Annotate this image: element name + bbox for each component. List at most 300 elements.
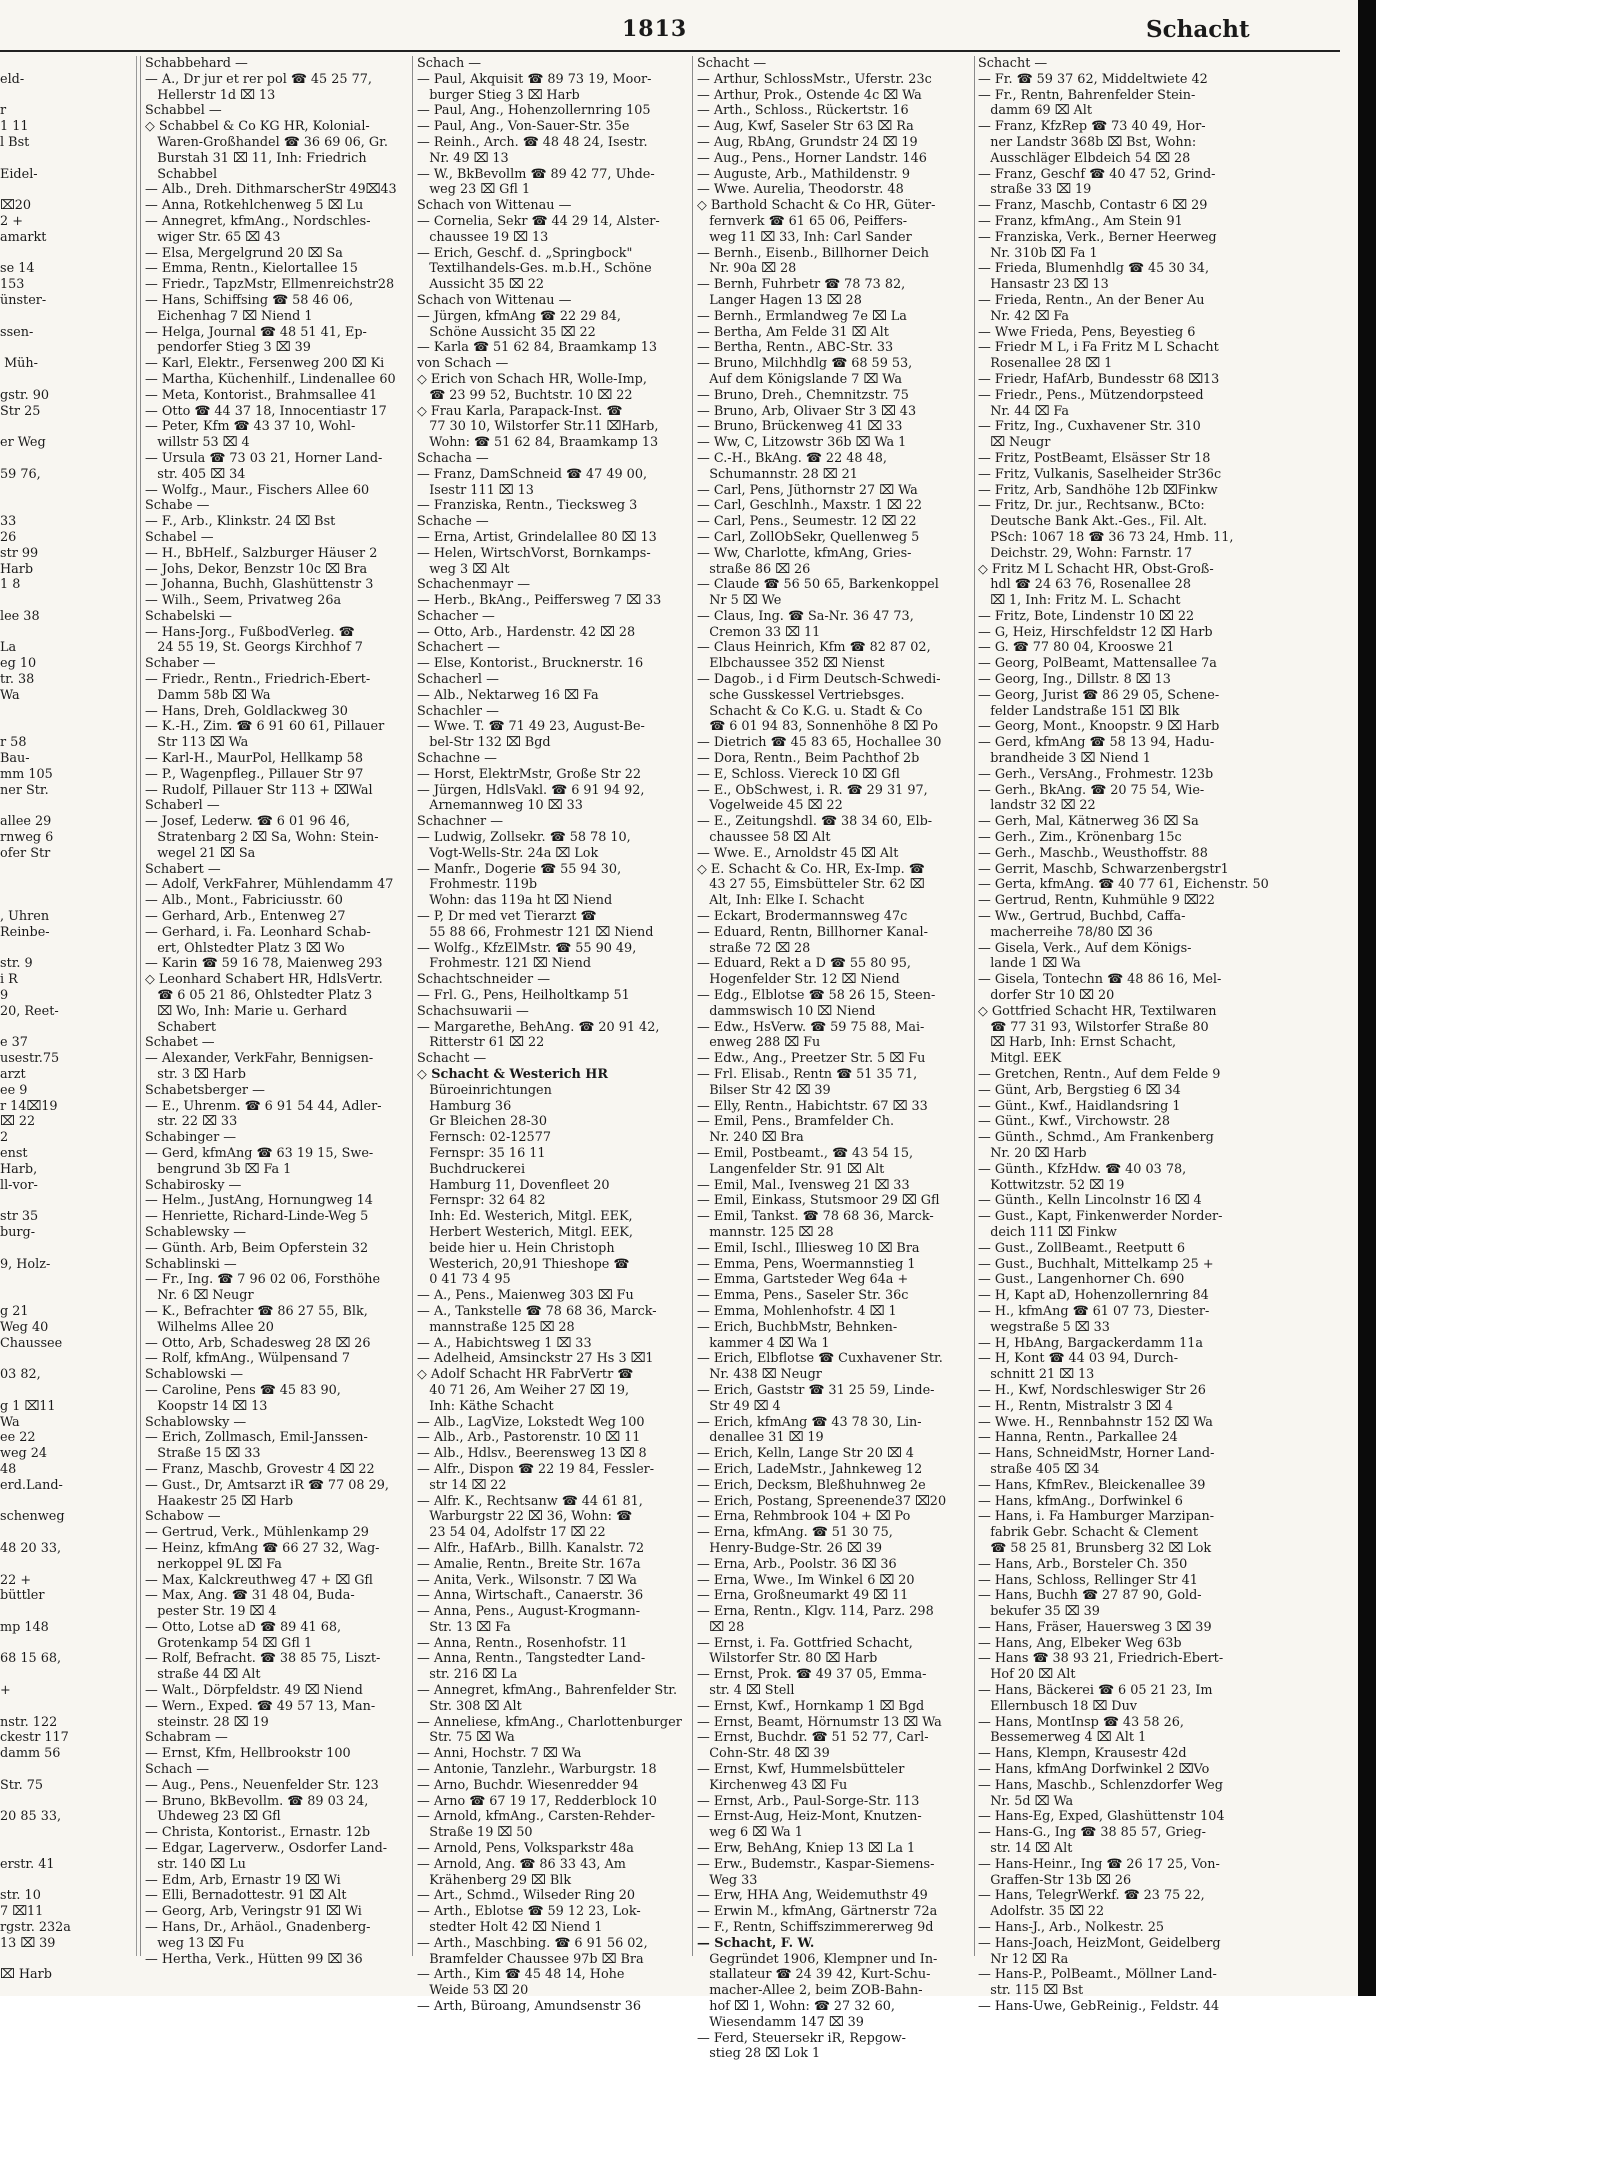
directory-line: — Erwin M., kfmAng, Gärtnerstr 72a [697,1904,938,1920]
directory-line: — Günt., Kwf., Haidlandsring 1 [978,1098,1181,1114]
directory-line: — Bruno, Milchhdlg ☎ 68 59 53, [697,356,913,372]
directory-line: l Bst [0,134,30,150]
directory-line: — Hans-Joach, HeizMont, Geidelberg [978,1935,1221,1951]
directory-line [0,1383,136,1399]
directory-line: — Dagob., i d Firm Deutsch-Schwedi- [697,672,941,688]
directory-line: — Arthur, Prok., Ostende 4c ⌧ Wa [697,87,922,103]
directory-line: ◇ Leonhard Schabert HR, HdlsVertr. [145,972,383,988]
directory-line: — Otto ☎ 44 37 18, Innocentiastr 17 [145,403,387,419]
directory-line: Weg 40 [0,1319,49,1335]
directory-line: 22 + [0,1572,32,1588]
directory-line: — Cornelia, Sekr ☎ 44 29 14, Alster- [417,213,660,229]
directory-line: Grotenkamp 54 ⌧ Gfl 1 [145,1635,313,1651]
directory-line: — Reinh., Arch. ☎ 48 48 24, Isestr. [417,134,648,150]
directory-line: hof ⌧ 1, Wohn: ☎ 27 32 60, [697,1999,895,2015]
directory-line: — Frl. Elisab., Rentn ☎ 51 35 71, [697,1067,918,1082]
directory-line: — C.-H., BkAng. ☎ 22 48 48, [697,450,887,466]
directory-line: 26 [0,529,17,545]
directory-line: Nr 5 ⌧ We [697,593,782,609]
directory-line: Reinbe- [0,924,50,940]
directory-line: , Uhren [0,909,50,925]
directory-line: 40 71 26, Am Weiher 27 ⌧ 19, [417,1382,630,1398]
directory-line: — Erich, Elbflotse ☎ Cuxhavener Str. [697,1351,943,1367]
directory-line: deich 111 ⌧ Finkw [978,1224,1117,1240]
directory-line: — Otto, Lotse aD ☎ 89 41 68, [145,1619,342,1635]
directory-line: — Gust., Kapt, Finkenwerder Norder- [978,1209,1223,1225]
directory-line: — Aug, Kwf, Saseler Str 63 ⌧ Ra [697,119,914,135]
directory-line: — Horst, ElektrMstr, Große Str 22 [417,766,641,782]
directory-line: Frohmestr. 121 ⌧ Niend [417,956,592,972]
directory-line [0,893,136,909]
directory-line: Fernspr: 35 16 11 [417,1145,546,1161]
directory-line: Schach — [145,1762,210,1778]
directory-line: — Franz, Maschb, Contastr 6 ⌧ 29 [978,198,1208,214]
directory-line: Wiesendamm 147 ⌧ 39 [697,2014,864,2030]
directory-line: burg- [0,1224,36,1240]
directory-line [0,1604,136,1620]
directory-line: — Fritz, Ing., Cuxhavener Str. 310 [978,419,1201,435]
directory-line: Schabbel [145,166,218,182]
directory-line: eg 10 [0,656,37,672]
directory-line: — Alb., Hdlsv., Beerensweg 13 ⌧ 8 [417,1446,647,1462]
directory-line: — Alb., Nektarweg 16 ⌧ Fa [417,687,599,703]
directory-line: — P., Wagenpfleg., Pillauer Str 97 [145,766,364,782]
directory-line: — Otto, Arb., Hardenstr. 42 ⌧ 28 [417,624,636,640]
directory-line: Str 113 ⌧ Wa [145,735,249,751]
directory-line [0,1699,136,1715]
directory-line: 20 85 33, [0,1809,62,1825]
directory-line: — Hans, Maschb., Schlenzdorfer Weg [978,1777,1223,1793]
directory-line: — Gretchen, Rentn., Auf dem Felde 9 [978,1067,1221,1082]
directory-line: Frohmestr. 119b [417,877,538,893]
directory-line: ☎ 23 99 52, Buchtstr. 10 ⌧ 22 [417,387,633,403]
directory-line: — Hans, Schiffsing ☎ 58 46 06, [145,292,354,308]
directory-line: Bramfelder Chaussee 97b ⌧ Bra [417,1951,644,1967]
directory-line: Adolfstr. 35 ⌧ 22 [978,1904,1105,1920]
directory-line: Schabow — [145,1509,221,1525]
directory-line: 24 55 19, St. Georgs Kirchhof 7 [145,640,363,656]
directory-line: — Bruno, Brückenweg 41 ⌧ 33 [697,419,903,435]
directory-line: — Emma, Pens., Saseler Str. 36c [697,1288,909,1304]
directory-line: — Hans, KfmRev., Bleickenallee 39 [978,1477,1206,1493]
directory-line: — Arth., Kim ☎ 45 48 14, Hohe [417,1967,625,1983]
directory-line: — Walt., Dörpfeldstr. 49 ⌧ Niend [145,1683,363,1699]
directory-line: — Paul, Akquisit ☎ 89 73 19, Moor- [417,71,652,87]
directory-line: ner Str. [0,782,49,798]
directory-line: — Hans, MontInsp ☎ 43 58 26, [978,1714,1184,1730]
directory-line [0,1557,136,1573]
directory-line: — Fritz, Bote, Lindenstr 10 ⌧ 22 [978,608,1195,624]
directory-line: — Otto, Arb, Schadesweg 28 ⌧ 26 [145,1335,371,1351]
directory-line: Schablowski — [145,1367,244,1383]
directory-line: — Fritz, Arb, Sandhöhe 12b ⌧Finkw [978,482,1218,498]
directory-line: — P, Dr med vet Tierarzt ☎ [417,909,597,925]
directory-line: — Wolfg., KfzElMstr. ☎ 55 90 49, [417,940,637,956]
directory-line: — Carl, ZollObSekr, Quellenweg 5 [697,529,920,545]
directory-line: str. 405 ⌧ 34 [145,466,246,482]
directory-line: — Fr. ☎ 59 37 62, Middeltwiete 42 [978,71,1208,87]
directory-line: wegstraße 5 ⌧ 33 [978,1319,1110,1335]
directory-line: — Günt., Kwf., Virchowstr. 28 [978,1114,1171,1130]
directory-line: mannstr. 125 ⌧ 28 [697,1224,834,1240]
directory-line [0,1667,136,1683]
directory-line: Schablowsky — [145,1414,247,1430]
directory-line: Deutsche Bank Akt.-Ges., Fil. Alt. [978,514,1207,530]
directory-line: weg 23 ⌧ Gfl 1 [417,182,531,198]
directory-line: — Franz, kfmAng., Am Stein 91 [978,213,1183,229]
directory-line: 9, Holz- [0,1256,51,1272]
directory-line: bel-Str 132 ⌧ Bgd [417,735,551,751]
directory-line [0,372,136,388]
directory-line: — Hans-G., Ing ☎ 38 85 57, Grieg- [978,1825,1206,1841]
directory-line: Schachler — [417,703,499,719]
directory-line [0,1873,136,1889]
directory-line: Schabetsberger — [145,1082,265,1098]
column-left-fragment [0,56,137,1983]
directory-line: — Bernh., Ermlandweg 7e ⌧ La [697,308,907,324]
directory-line: — Hans, Schloss, Rellinger Str 41 [978,1572,1198,1588]
directory-line: str 35 [0,1209,39,1225]
directory-line: — Arnold, Ang. ☎ 86 33 43, Am [417,1856,626,1872]
directory-line: — Emil, Ischl., Illiesweg 10 ⌧ Bra [697,1240,920,1256]
directory-line: — Erich, Geschf. d. „Springbock" [417,245,633,261]
directory-line: — H, HbAng, Bargackerdamm 11a [978,1335,1203,1351]
directory-line: — Georg, PolBeamt, Mattensallee 7a [978,656,1217,672]
directory-line [0,56,136,72]
directory-line: — Erich, Postang, Spreenende37 ⌧20 [697,1493,947,1509]
directory-line: r 14⌧19 [0,1098,58,1114]
directory-line: — Fritz, Dr. jur., Rechtsanw., BCto: [978,498,1205,514]
directory-line: — Gerh., Zim., Krönenbarg 15c [978,830,1182,846]
directory-line: — Frieda, Rentn., An der Bener Au [978,292,1205,308]
directory-line: — Rudolf, Pillauer Str 113 + ⌧Wal [145,782,373,798]
directory-line: mp 148 [0,1619,49,1635]
directory-line: — Bruno, Arb, Olivaer Str 3 ⌧ 43 [697,403,917,419]
directory-line: weg 11 ⌧ 33, Inh: Carl Sander [697,229,912,245]
directory-line: Schach von Wittenau — [417,198,572,214]
directory-line: — Anna, Rotkehlchenweg 5 ⌧ Lu [145,198,364,214]
directory-line: weg 24 [0,1446,48,1462]
directory-line: se 14 [0,261,35,277]
directory-line [0,1351,136,1367]
directory-line: Schachtschneider — [417,972,550,988]
directory-line: Deichstr. 29, Wohn: Farnstr. 17 [978,545,1193,561]
directory-line: str. 140 ⌧ Lu [145,1856,246,1872]
directory-line: Schacht — [697,56,767,71]
directory-line [0,246,136,262]
directory-line: — Friedr., Pens., Mützendorpsteed [978,387,1204,403]
directory-line: — Peter, Kfm ☎ 43 37 10, Wohl- [145,419,356,435]
directory-line: Büroeinrichtungen [417,1082,552,1098]
directory-line: dorfer Str 10 ⌧ 20 [978,988,1115,1004]
directory-line [0,1952,136,1968]
directory-line: — Günth., KfzHdw. ☎ 40 03 78, [978,1161,1187,1177]
directory-line: — Hans, Fräser, Hauersweg 3 ⌧ 39 [978,1619,1212,1635]
directory-line: Kirchenweg 43 ⌧ Fu [697,1777,848,1793]
directory-line: g 21 [0,1303,29,1319]
directory-line: — Günth., Schmd., Am Frankenberg [978,1130,1214,1146]
header-rule [0,50,1340,52]
directory-line: — Jürgen, HdlsVakl. ☎ 6 91 94 92, [417,782,645,798]
directory-line: — Gerd, kfmAng ☎ 58 13 94, Hadu- [978,735,1215,751]
directory-line: 2 + [0,213,23,229]
directory-line: str. 14 ⌧ Alt [978,1841,1073,1857]
directory-line: Fernsch: 02-12577 [417,1130,551,1146]
directory-line: macherreihe 78/80 ⌧ 36 [978,924,1153,940]
directory-line: büttler [0,1588,45,1604]
directory-line: beide hier u. Hein Christoph [417,1240,615,1256]
directory-line: felder Landstraße 151 ⌧ Blk [978,703,1180,719]
directory-line: wiger Str. 65 ⌧ 43 [145,229,281,245]
directory-line: denallee 31 ⌧ 19 [697,1430,824,1446]
directory-line [0,1841,136,1857]
directory-line: Nr. 5d ⌧ Wa [978,1793,1074,1809]
directory-line: — Hans, Arb., Borsteler Ch. 350 [978,1556,1188,1572]
directory-line: Ritterstr 61 ⌧ 22 [417,1035,545,1051]
directory-line: weg 3 ⌧ Alt [417,561,510,577]
directory-line: — Erna, Großneumarkt 49 ⌧ 11 [697,1588,909,1604]
directory-line: Schabram — [145,1730,228,1746]
directory-line: ⌧ 1, Inh: Fritz M. L. Schacht [978,593,1181,609]
directory-line: — H., kfmAng ☎ 61 07 73, Diester- [978,1303,1210,1319]
directory-line: ert, Ohlstedter Platz 3 ⌧ Wo [145,940,345,956]
directory-line: — Friedr., TapzMstr, Ellmenreichstr28 [145,277,395,293]
column-2 [417,56,688,2015]
directory-line: — Auguste, Arb., Mathildenstr. 9 [697,166,910,182]
directory-line: Wa [0,687,20,703]
directory-line: — E, Schloss. Viereck 10 ⌧ Gfl [697,766,900,782]
directory-line: — Josef, Lederw. ☎ 6 01 96 46, [145,814,351,830]
directory-line: — Ernst, i. Fa. Gottfried Schacht, [697,1635,913,1651]
directory-line: — Erich, LadeMstr., Jahnkeweg 12 [697,1461,923,1477]
directory-line: — Schacht, F. W. [697,1935,815,1951]
directory-line: Graffen-Str 13b ⌧ 26 [978,1872,1132,1888]
directory-line: ner Landstr 368b ⌧ Bst, Wohn: [978,134,1197,150]
directory-line: Nr. 90a ⌧ 28 [697,261,797,277]
directory-line: ☎ 6 01 94 83, Sonnenhöhe 8 ⌧ Po [697,719,938,735]
directory-line: — Aug, RbAng, Grundstr 24 ⌧ 19 [697,134,918,150]
directory-line: Str. 75 [0,1777,44,1793]
directory-line: 59 76, [0,466,41,482]
directory-line [0,1272,136,1288]
directory-line: — Carl, Pens., Seumestr. 12 ⌧ 22 [697,514,917,530]
directory-line: — Art., Schmd., Wilseder Ring 20 [417,1888,635,1904]
directory-line: str. 9 [0,956,33,972]
directory-line: — Wwe Frieda, Pens, Beyestieg 6 [978,324,1196,340]
directory-line: Hogenfelder Str. 12 ⌧ Niend [697,972,900,988]
directory-line: 7 ⌧11 [0,1904,44,1920]
directory-line: — Bernh., Eisenb., Billhorner Deich [697,245,929,261]
directory-line: str. 22 ⌧ 33 [145,1114,238,1130]
directory-line: — Ww, C, Litzowstr 36b ⌧ Wa 1 [697,435,907,451]
directory-line: Auf dem Königslande 7 ⌧ Wa [697,371,902,387]
directory-line: — Bruno, Dreh., Chemnitzstr. 75 [697,387,909,403]
directory-line: — Ernst, Buchdr. ☎ 51 52 77, Carl- [697,1730,929,1746]
directory-line: Burstah 31 ⌧ 11, Inh: Friedrich [145,150,367,166]
directory-line: Str. 75 ⌧ Wa [417,1730,515,1746]
directory-line: — Bernh, Fuhrbetr ☎ 78 73 82, [697,277,906,293]
directory-line: lande 1 ⌧ Wa [978,956,1081,972]
directory-line: 48 [0,1461,17,1477]
directory-line: — Adelheid, Amsinckstr 27 Hs 3 ⌧1 [417,1351,654,1367]
directory-line: Schablinski — [145,1256,237,1272]
directory-line: Schach — [417,56,482,71]
directory-line: — A., Habichtsweg 1 ⌧ 33 [417,1335,592,1351]
directory-line: — Eckart, Brodermannsweg 47c [697,909,908,925]
directory-line: — Emil, Tankst. ☎ 78 68 36, Marck- [697,1209,934,1225]
directory-line: schnitt 21 ⌧ 13 [978,1367,1095,1383]
directory-line: Bessemerweg 4 ⌧ Alt 1 [978,1730,1147,1746]
directory-line: ssen- [0,324,34,340]
directory-line: — Fritz, Vulkanis, Saselheider Str36c [978,466,1222,482]
directory-line: Schachert — [417,640,500,656]
directory-line [0,340,136,356]
directory-line: — Emma, Pens, Woermannstieg 1 [697,1256,916,1272]
directory-line: sche Gusskessel Vertriebsges. [697,687,905,703]
directory-line: — Emil, Mal., Ivensweg 21 ⌧ 33 [697,1177,910,1193]
directory-line: — Erna, Wwe., Im Winkel 6 ⌧ 20 [697,1572,915,1588]
directory-line: Hof 20 ⌧ Alt [978,1667,1076,1683]
directory-line: — Gerd, kfmAng ☎ 63 19 15, Swe- [145,1145,374,1161]
directory-line: Warburgstr 22 ⌧ 36, Wohn: ☎ [417,1509,633,1525]
directory-line: amarkt [0,229,47,245]
directory-line: 2 [0,1130,9,1146]
directory-line: Weg 33 [697,1872,758,1888]
directory-line [0,88,136,104]
directory-line: — Dietrich ☎ 45 83 65, Hochallee 30 [697,735,942,751]
directory-line: — Arth., Maschbing. ☎ 6 91 56 02, [417,1935,648,1951]
directory-line: — Hans, Ang, Elbeker Weg 63b [978,1635,1182,1651]
directory-line [0,451,136,467]
directory-line: — Erna, Rentn., Klgv. 114, Parz. 298 [697,1604,934,1620]
directory-line: — Gerh, Mal, Kätnerweg 36 ⌧ Sa [978,814,1199,830]
directory-line: Fernspr: 32 64 82 [417,1193,546,1209]
directory-line: — Alfr. K., Rechtsanw ☎ 44 61 81, [417,1493,643,1509]
directory-line: str 99 [0,545,39,561]
directory-line: Mitgl. EEK [978,1051,1062,1067]
directory-line: Schabel — [145,529,214,545]
directory-line [0,1636,136,1652]
directory-line: willstr 53 ⌧ 4 [145,435,250,451]
directory-line: — Frl. G., Pens, Heilholtkamp 51 [417,988,630,1004]
directory-line: Bau- [0,751,30,767]
directory-line: erstr. 41 [0,1856,55,1872]
directory-line: Harb [0,561,34,577]
directory-line: — E., ObSchwest, i. R. ☎ 29 31 97, [697,782,928,798]
directory-line: — Hans, Buchh ☎ 27 87 90, Gold- [978,1588,1202,1604]
directory-line [0,1825,136,1841]
directory-line: e 37 [0,1035,28,1051]
directory-line: — E., Zeitungshdl. ☎ 38 34 60, Elb- [697,814,933,830]
directory-line: — Franziska, Verk., Berner Heerweg [978,229,1217,245]
directory-line: — Edgar, Lagerverw., Osdorfer Land- [145,1841,388,1857]
directory-line: Schöne Aussicht 35 ⌧ 22 [417,324,596,340]
directory-line: straße 33 ⌧ 19 [978,182,1092,198]
directory-line: — Martha, Küchenhilf., Lindenallee 60 [145,371,396,387]
directory-line: — Carl, Geschlnh., Maxstr. 1 ⌧ 22 [697,498,922,514]
directory-line: — Friedr, HafArb, Bundesstr 68 ⌧13 [978,371,1220,387]
directory-line: — Hans, Klempn, Krausestr 42d [978,1746,1187,1762]
directory-line: — H, Kapt aD, Hohenzollernring 84 [978,1288,1209,1304]
directory-line: — Christa, Kontorist., Ernastr. 12b [145,1825,371,1841]
directory-line: Wilstorfer Str. 80 ⌧ Harb [697,1651,878,1667]
directory-line: allee 29 [0,814,52,830]
directory-line: arzt [0,1067,26,1082]
directory-line: — Hans-Heinr., Ing ☎ 26 17 25, Von- [978,1856,1220,1872]
directory-line: — Edg., Elblotse ☎ 58 26 15, Steen- [697,988,936,1004]
directory-line: — Erich, Zollmasch, Emil-Janssen- [145,1430,368,1446]
column-3 [697,56,973,2062]
directory-line: Nr. 6 ⌧ Neugr [145,1288,254,1304]
directory-line: Wilhelms Allee 20 [145,1319,274,1335]
directory-line: — Bruno, BkBevollm. ☎ 89 03 24, [145,1793,369,1809]
directory-line: kammer 4 ⌧ Wa 1 [697,1335,830,1351]
directory-line: Nr. 20 ⌧ Harb [978,1145,1087,1161]
directory-line: — Karl, Elektr., Fersenweg 200 ⌧ Ki [145,356,385,372]
directory-line: — Emma, Mohlenhofstr. 4 ⌧ 1 [697,1303,897,1319]
directory-line: — Helga, Journal ☎ 48 51 41, Ep- [145,324,367,340]
directory-line: — Georg, Mont., Knoopstr. 9 ⌧ Harb [978,719,1220,735]
directory-line: — Fritz, PostBeamt, Elsässer Str 18 [978,450,1211,466]
directory-line: Schacht — [978,56,1048,71]
directory-line: 9 [0,988,9,1004]
directory-line: — Rolf, Befracht. ☎ 38 85 75, Liszt- [145,1651,381,1667]
directory-line: weg 13 ⌧ Fu [145,1935,245,1951]
directory-line: rgstr. 232a [0,1920,71,1936]
directory-line: — Hans, Dr., Arhäol., Gnadenberg- [145,1920,371,1936]
directory-line: — Wern., Exped. ☎ 49 57 13, Man- [145,1698,376,1714]
directory-line: ◇ Fritz M L Schacht HR, Obst-Groß- [978,561,1214,577]
directory-line: enst [0,1145,28,1161]
directory-line: Schabert — [145,861,221,877]
directory-line [0,1288,136,1304]
directory-line: — Eduard, Rekt a D ☎ 55 80 95, [697,956,911,972]
directory-line: — Hans, kfmAng Dorfwinkel 2 ⌧Vo [978,1762,1210,1778]
directory-line [0,151,136,167]
directory-line [0,1241,136,1257]
directory-line: str. 216 ⌧ La [417,1667,518,1683]
directory-line: chaussee 19 ⌧ 13 [417,229,549,245]
directory-line: damm 56 [0,1746,61,1762]
directory-line: ⌧20 [0,198,32,214]
directory-line [0,483,136,499]
directory-line: wegel 21 ⌧ Sa [145,845,256,861]
directory-line: — Elli, Bernadottestr. 91 ⌧ Alt [145,1888,347,1904]
directory-line: Schache — [417,514,489,530]
directory-line: steinstr. 28 ⌧ 19 [145,1714,269,1730]
directory-line [0,719,136,735]
directory-line [0,625,136,641]
directory-line: — Günt, Arb, Bergstieg 6 ⌧ 34 [978,1082,1181,1098]
directory-line: — Edw., Ang., Preetzer Str. 5 ⌧ Fu [697,1051,926,1067]
directory-line: — A., Dr jur et rer pol ☎ 45 25 77, [145,71,372,87]
directory-line: — Gerhard, Arb., Entenweg 27 [145,909,346,925]
directory-line: Nr. 240 ⌧ Bra [697,1130,804,1146]
directory-line: ⌧ 22 [0,1114,36,1130]
directory-line: 1 11 [0,119,29,135]
directory-line: — Alb., Arb., Pastorenstr. 10 ⌧ 11 [417,1430,641,1446]
directory-line: — Emma, Gartsteder Weg 64a + [697,1272,909,1288]
directory-line: Herbert Westerich, Mitgl. EEK, [417,1224,633,1240]
directory-line: Str. 308 ⌧ Alt [417,1698,522,1714]
directory-line: chaussee 58 ⌧ Alt [697,830,831,846]
directory-line: Bilser Str 42 ⌧ 39 [697,1082,831,1098]
directory-line: — Arth, Büroang, Amundsenstr 36 [417,1999,642,2015]
directory-line: — Wilh., Seem, Privatweg 26a [145,593,342,609]
directory-line: Hellerstr 1d ⌧ 13 [145,87,276,103]
directory-line: str. 3 ⌧ Harb [145,1067,246,1082]
running-head: Schacht [1146,16,1250,43]
